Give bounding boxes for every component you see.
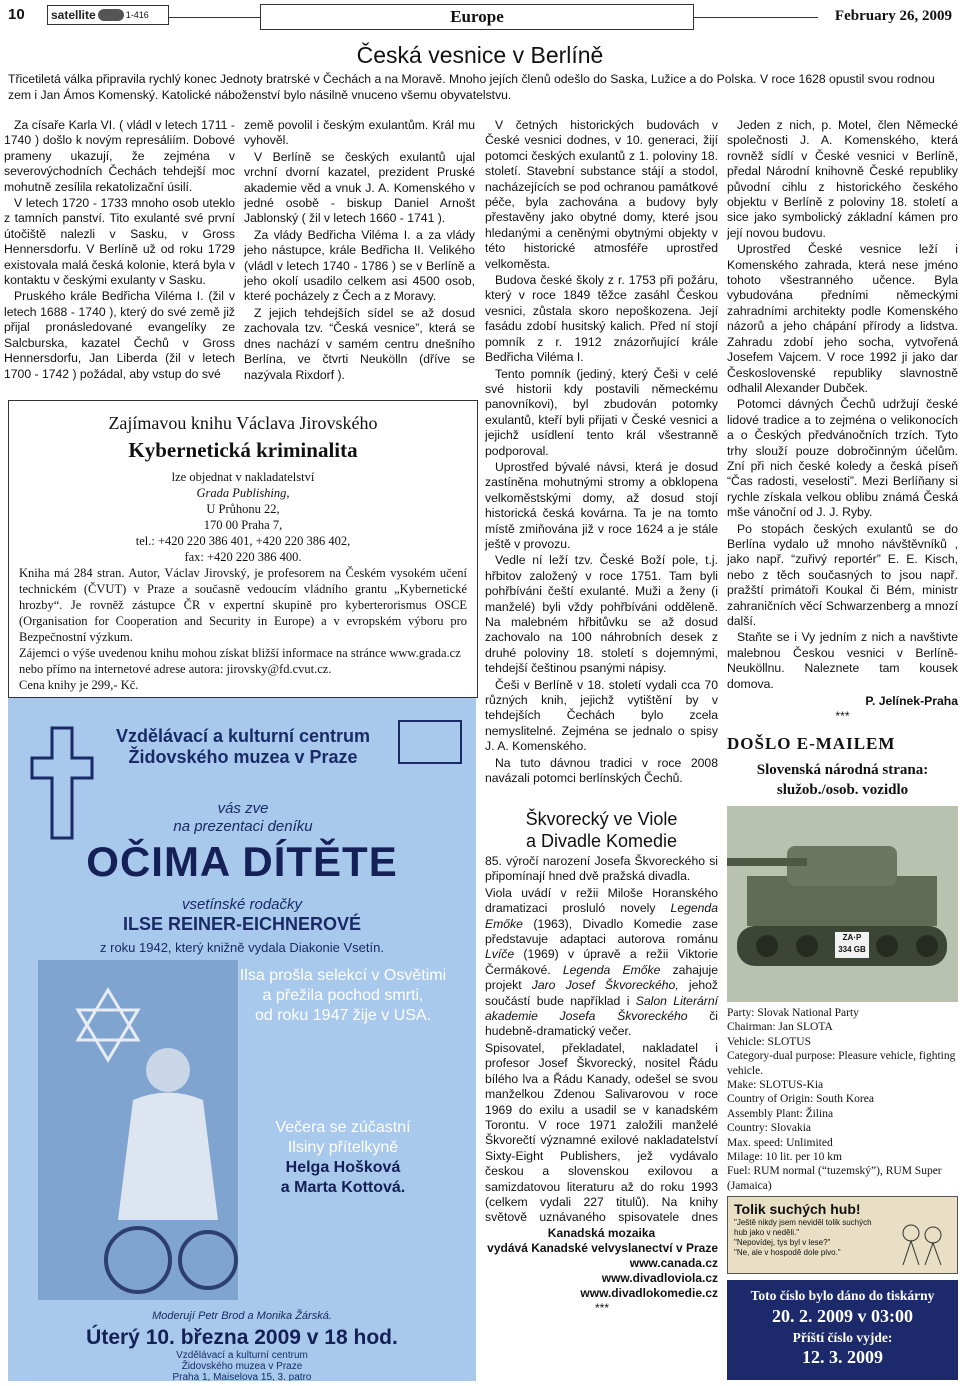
poster-guest-2: a Marta Kottová. [280, 1179, 406, 1196]
book-box [8, 400, 478, 698]
print-info-box [727, 1280, 958, 1380]
print-line-4: 12. 3. 2009 [802, 1347, 883, 1367]
paragraph: Za císaře Karla VI. ( vládl v letech 1711 - 1740 ) došlo k novým represáliím. Dobové prameny ukazují, že zejména v severovýchodních Čechách tehdejší moc mohutně zesílila rekatolizační úsilí. [4, 118, 235, 194]
poster-sub-2: z roku 1942, který knižně vydala Diakonie Vsetín. [100, 940, 384, 955]
spec-line: Country of Origin: South Korea [727, 1093, 874, 1106]
article-column-1 [4, 118, 235, 383]
text-run: zahajuje projekt [485, 962, 718, 993]
email-org: Slovenská národná strana: [756, 762, 929, 778]
italic-run: Legenda Emőke [562, 962, 661, 977]
paragraph: Budova české školy z r. 1753 při požáru, který v roce 1849 těžce zasáhl Českou vesnici, zůstala skoro nepoškozena. Její fasádu zdobí husitský kalich. Před ní stojí pomník z r. 1912 znázorňující krále Bedřicha Viléma I. [485, 273, 718, 365]
poster-guest-1: Helga Hošková [285, 1159, 401, 1176]
comic-panel [727, 1196, 958, 1274]
section-title: Europe [260, 4, 694, 30]
skvorecky-url-1[interactable]: www.canada.cz [629, 1255, 718, 1270]
text-run: (1963), Divadlo Komedie zase představuje adaptaci autorova románu [485, 916, 718, 947]
book-publisher: Grada Publishing, [196, 486, 290, 500]
poster-desc-1: Ilsa prošla selekcí v Osvětimi [239, 967, 447, 984]
skvorecky-body: Spisovatel, překladatel, nakladatel i profesor Josef Škvorecký, nositel Řádu bílého lva a Řádu Kanady, odešel se svou manželkou Zdenou Salivarovou v roce 1969 do exilu a usadil se v kanadském Torontu. V roce 1971 založili manželé Škvorečtí významné exilové nakladatelství Sixty-Eight Publishers, jež vydávalo českou a slovenskou exilovou a samizdatovou literaturu až do roku 1993 (celkem vydali 227 titulů). Na knihy světově uznávaného spisovatele dnes [485, 1040, 718, 1225]
skvorecky-source-1: Kanadská mozaika [547, 1225, 656, 1240]
article-title: Česká vesnice v Berlíně [356, 42, 604, 68]
poster-title: OČIMA DÍTĚTE [86, 838, 398, 885]
print-line-1: Toto číslo bylo dáno do tiskárny [750, 1288, 935, 1303]
paragraph: V Berlíně se českých exulantů ujal vrchní dvorní kazatel, prezident Pruské akademie věd a vnuk J. A. Komenského v jedné osobě - biskup Daniel Arnošt Jablonský ( žil v letech 1660 - 1741 ). [244, 149, 475, 226]
spec-line: Country: Slovakia [727, 1122, 812, 1135]
paragraph: Uprostřed České vesnice leží i Komenského zahrada, která nese jméno tohoto všestranného učence. Byla vybudována předními německými zahradními architekty podle Komenského názorů a jeho chápání přírody a lidstva. Zahradu zdobí jeho socha, vytvořená Josefem Vajcem. V roce 1992 ji jako dar Československé republiky slavnostně odhalil Alexander Dubček. [727, 242, 958, 395]
poster-desc-2: a přežila pochod smrti, [262, 987, 424, 1004]
spec-line: Category-dual purpose: Pleasure vehicle, fighting vehicle. [727, 1050, 956, 1077]
museum-badge-icon [398, 720, 462, 764]
paragraph: Tento pomník (jediný, který Češi v celé své historii kdy postavili německému panovníkovi), byl zbudován potomky exulantů, kteří byli přijati v České vesnici a jejichž usídlení tento král všestranně podporoval. [485, 366, 718, 458]
text-run: či hudebně-dramatický večer. [485, 1009, 718, 1039]
comic-line: "Nepovídej, tys byl v lese?" [734, 1238, 831, 1247]
page-number: 10 [8, 6, 25, 23]
comic-drawing [893, 1219, 949, 1267]
header-rule-right [694, 17, 818, 18]
text-run: Viola uvádí v režii Miloše Horanského dramatizaci prosluló novely [485, 885, 718, 916]
poster-place-2: Židovského muzea v Praze [181, 1361, 303, 1372]
email-heading: DOŠLO E-MAILEM [727, 734, 896, 753]
article-lead: Třicetiletá válka připravila rychlý konec Jednoty bratrské v Čechách a na Moravě. Mnoho jejích členů odešlo do Saska, Lužice a do Polska. V roce 1628 opustil svou rodnou zem i Jan Ámos Komenský. Katolické náboženství bylo násilně vnuceno všemu obyvatelstvu. [8, 72, 935, 102]
poster-org-2: Židovského muzea v Praze [128, 747, 358, 767]
book-title: Kybernetická kriminalita [128, 438, 358, 462]
poster-sub-1: vsetínské rodačky [181, 896, 303, 913]
article-column-2 [244, 118, 475, 384]
paragraph: Za vlády Bedřicha Viléma I. a za vlády jeho nástupce, krále Bedřicha II. Velikého (vládl v letech 1740 - 1786 ) se v Berlíně a jeho okolí usadilo celkem asi 4500 osob, které pocházely z Čech a z Moravy. [244, 227, 475, 304]
skvorecky-source-2: vydává Kanadské velvyslanectví v Praze [487, 1240, 718, 1255]
poster-moderators: Moderují Petr Brod a Monika Žárská. [152, 1310, 332, 1322]
italic-run: Lvíče [485, 947, 515, 962]
article-end-stars: *** [835, 709, 850, 724]
spec-line: Fuel: RUM normal (“tuzemský”), RUM Super (Jamaica) [727, 1165, 942, 1192]
paragraph: Češi v Berlíně v 18. století vydali cca 70 různých knih, jejichž vytištění by v tehdejších Čechách bylo zcela nemyslitelné. Zejména se jednalo o spisy J. A. Komenského. [485, 677, 718, 754]
text-run: (1969) v úpravě a režii Viktorie Čermákové. [485, 947, 718, 977]
paragraph: Pruského krále Bedřicha Viléma I. (žil v letech 1688 - 1740 ), který do své země již přijal pronásledované evangelíky ze Salcburska, kazatel Čechů v Gross Hennersdorfu, Jan Liberda (žil v letech 1700 - 1742 ) požádal, aby vstup do své [4, 289, 235, 381]
spec-line: Party: Slovak National Party [727, 1007, 859, 1019]
paragraph: Po stopách českých exulantů se do Berlína vydalo už mnoho návštěvníků , jako např. “zuřivý reportér” E. E. Kisch, nebo z těch současných to jsou např. pražští primátoři Koukal či Bém, ministr zahraničních věcí Schwarzenberg a mnozí další. [727, 521, 958, 628]
article-author: P. Jelínek-Praha [865, 694, 958, 709]
poster-org-1: Vzdělávací a kulturní centrum [115, 726, 371, 746]
poster-name: ILSE REINER-EICHNEROVÉ [122, 914, 362, 934]
poster-when: Úterý 10. března 2009 v 18 hod. [86, 1326, 398, 1349]
spec-line: Chairman: Jan SLOTA [727, 1021, 833, 1034]
comic-line: "Ještě nikdy jsem neviděl tolik suchých hub jako v neděli." [734, 1218, 872, 1237]
poster-place-3: Praha 1, Maiselova 15, 3. patro [172, 1372, 312, 1381]
email-specs [727, 1006, 958, 1193]
article-column-4 [727, 118, 958, 725]
skvorecky-p2 [485, 886, 718, 1040]
comic-title: Tolik suchých hub! [734, 1201, 861, 1217]
paragraph: V četných historických budovách v České vesnici dodnes, v 10. generaci, žijí potomci českých exulantů z 1. poloviny 18. století. Stavební substance stájí a stodol, nacházejících se pod ochranou památkové péče, byla zachována a budovy byly přestavěny jako obytné domy, které jsou hledanými a ceněnými obytnými objekty v této historické atmosféře uprostřed velkoměsta. [485, 118, 718, 271]
skvorecky-stars: *** [595, 1300, 610, 1315]
paragraph: Vedle ní leží tzv. České Boží pole, t.j. hřbitov založený v roce 1751. Tam byli pohřbíváni čeští exulanté. Muži a ženy (i manželé) byli vždy pohřbíváni odděleně. Na malebném hřbitůvku se až dosud zachovalo na 100 náhrobních desek z druhé poloviny 18. století s dojemnými, tehdejší češtinou psanými nápisy. [485, 553, 718, 676]
poster-place-1: Vzdělávací a kulturní centrum [176, 1350, 308, 1361]
paragraph: V letech 1720 - 1733 mnoho osob uteklo z tamních panství. Tito exulanté své první útočiště nalezli v Sasku, v Gross Hennersdorfu. V Berlíně už od roku 1729 existovala malá česká kolonie, která byla v kontaktu v českými exulanty v Sasku. [4, 196, 235, 288]
globe-icon [98, 9, 124, 21]
poster-invite-2: na prezentaci deníku [173, 818, 313, 835]
skvorecky-title-1: Škvorecký ve Viole [525, 809, 678, 829]
skvorecky-article [485, 808, 718, 1315]
tank-photo [727, 806, 958, 1002]
skvorecky-title-2: a Divadle Komedie [525, 831, 678, 851]
poster-desc-3: od roku 1947 žije v USA. [254, 1007, 432, 1024]
book-tel: tel.: +420 220 386 401, +420 220 386 402, [135, 534, 351, 548]
poster-evening-1: Večera se zúčastní [275, 1119, 411, 1136]
poster-girl-photo [38, 960, 238, 1300]
book-city: 170 00 Praha 7, [203, 518, 283, 532]
italic-run: Legenda Emőke [485, 901, 718, 931]
paragraph: Potomci dávných Čechů udržují české lidové tradice a to zejména o velikonocích a o Českých předvánočních trzích. Tyto trhy slouží pouze dobročinným účelům. Zní při nich české koledy a česká píseň “Čas radosti, veselosti”. Mezi Berlíňany si rychle získala velkou oblibu známá Česká mše vánoční od J. J. Ryby. [727, 397, 958, 520]
book-intro: Zajímavou knihu Václava Jirovského [108, 413, 378, 433]
email-org-2: služob./osob. vozidlo [776, 782, 909, 798]
event-poster [8, 698, 476, 1381]
logo-code: 1-416 [125, 10, 149, 20]
article-column-3 [485, 118, 718, 787]
spec-line: Milage: 10 lit. per 10 km [727, 1151, 842, 1164]
skvorecky-url-2[interactable]: www.divadloviola.cz [601, 1270, 718, 1285]
paragraph: Z jejich tehdejších sídel se až dosud zachovala tzv. “Česká vesnice”, která se dnes nachází v samém centru dnešního Berlína, ve čtvrti Neukölln (dříve se nazývala Rixdorf ). [244, 305, 475, 382]
spec-line: Max. speed: Unlimited [727, 1136, 833, 1149]
skvorecky-url-3[interactable]: www.divadlokomedie.cz [580, 1285, 718, 1300]
book-street: U Průhonu 22, [206, 502, 280, 516]
text-run: jehož součástí bude například i [485, 978, 719, 1008]
poster-evening-2: Ilsiny přítelkyně [287, 1139, 399, 1156]
print-line-3: Příští číslo vyjde: [792, 1330, 893, 1345]
book-order: lze objednat v nakladatelství [171, 470, 315, 484]
paragraph: Jeden z nich, p. Motel, člen Německé společnosti J. A. Komenského, která rovněž sídlí v České vesnici v Berlíně, předal Národní knihovně České republiky původní cihlu z historického českého objektu v Berlíně z poloviny 18. století a sice jako symbolický základní kámen pro její novou budovu. [727, 118, 958, 240]
book-fax: fax: +420 220 386 400. [184, 550, 302, 564]
skvorecky-intro: 85. výročí narození Josefa Škvoreckého si připomínají hned dvě pražská divadla. [485, 854, 718, 884]
book-price: Cena knihy je 299,- Kč. [19, 678, 139, 692]
comic-line: "Ne, ale v hospodě dole pivo." [734, 1248, 841, 1257]
italic-run: Salon Literární akademie Josefa Škvoreckého [485, 993, 718, 1024]
spec-line: Vehicle: SLOTUS [727, 1035, 812, 1048]
paragraph: Staňte se i Vy jedním z nich a navštivte malebnou Českou vesnici v Berlíně-Neuköllnu. Naleznete tam kousek domova. [727, 630, 958, 691]
issue-date: February 26, 2009 [834, 8, 952, 24]
italic-run: Jaro Josef Škvoreckého, [531, 978, 679, 993]
spec-line: Make: SLOTUS-Kia [727, 1079, 824, 1092]
logo-text: satellite [51, 8, 96, 22]
spec-line: Assembly Plant: Žilina [727, 1107, 834, 1120]
poster-invite-1: vás zve [217, 800, 269, 817]
book-body: Kniha má 284 stran. Autor, Václav Jirovský, je profesorem na Českém vysokém učení technickém (ČVUT) v Praze a současně vedoucím vládního grantu „Kybernetické hrozby“. Je rovněž zástupce ČR v expertní skupině pro kyberterorismus OSCE (Organisation for Cooperation and Security in Europe) a v evropském výboru pro Bezpečnostní výzkum. [19, 566, 467, 644]
print-line-2: 20. 2. 2009 v 03:00 [772, 1306, 913, 1326]
header-rule-left [168, 17, 260, 18]
paragraph: Uprostřed bývalé návsi, která je dosud zastíněna mohutnými stromy a obklopena velkoměstskými domy, až dosud stojí historická česká kovárna. Ta je na tomto místě zmiňována již v roce 1624 a je stále ještě v provozu. [485, 459, 718, 551]
paragraph: země povolil i českým exulantům. Král mu vyhověl. [244, 118, 475, 148]
book-info: Zájemci o výše uvedenou knihu mohou získat bližší informace na stránce www.grada.cz nebo přímo na internetové adrese autora: jirovsky@fd.cvut.cz. [19, 646, 461, 676]
satellite-logo [47, 5, 169, 25]
paragraph: Na tuto dávnou tradici v roce 2008 navázali potomci berlínských Čechů. [485, 755, 718, 786]
tank-plate: ZA·P 334 GB [835, 932, 869, 958]
